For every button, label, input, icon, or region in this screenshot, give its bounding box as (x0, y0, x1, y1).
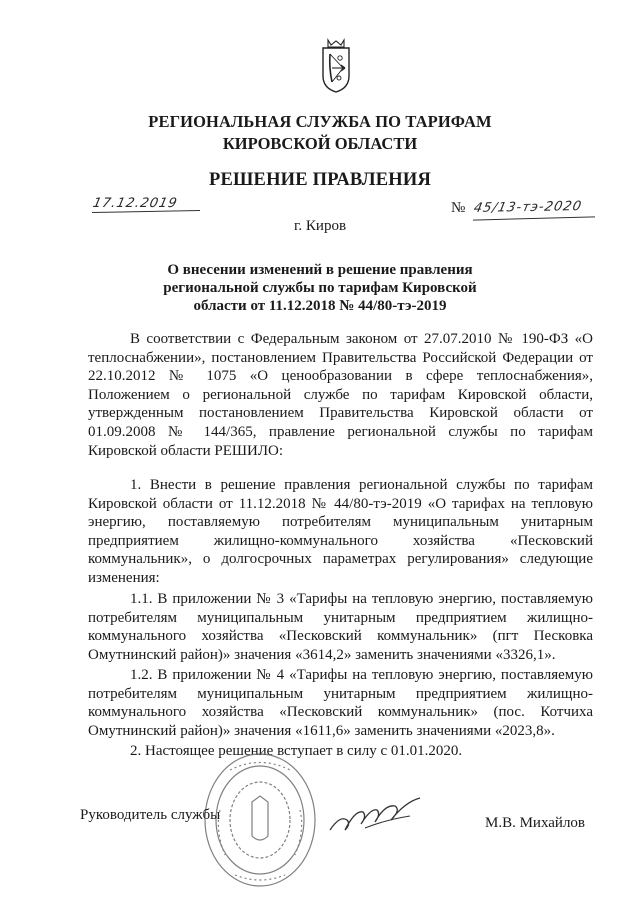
paragraph-item-1-1: 1.1. В приложении № 3 «Тарифы на тепловую энергию, поставляемую потребителям муниципальным унитарным предприятием жилищно-коммунального хозяйства «Песковский коммунальник» (пгт Песковка Омутнинский район)» значения «3614,2» заменить значениями «3326,1». (88, 591, 593, 663)
city: г. Киров (293, 218, 347, 234)
paragraph-intro: В соответствии с Федеральным законом от 27.07.2010 № 190-ФЗ «О теплоснабжении», постановлением Правительства Российской Федерации от 22.10.2012 № 1075 «О ценообразовании в сфере теплоснабжения», Положением о региональной службе по тарифам Кировской области, утвержденным постановлением Правительства Кировской области от 01.09.2008 № 144/365, правление региональной службы по тарифам Кировской области РЕШИЛО: (88, 331, 593, 459)
coat-of-arms-icon (320, 38, 352, 94)
document-number: 45/13-тэ-2020 (472, 199, 584, 216)
signatory-name: М.В. Михайлов (485, 815, 586, 831)
document-type: РЕШЕНИЕ ПРАВЛЕНИЯ (208, 170, 432, 190)
handwritten-signature-icon (325, 790, 425, 840)
number-sign: № (451, 200, 466, 216)
paragraph-item-2: 2. Настоящее решение вступает в силу с 01.01.2020. (130, 743, 463, 759)
org-name-line2: КИРОВСКОЙ ОБЛАСТИ (222, 134, 418, 153)
document-date: 17.12.2019 (91, 196, 180, 211)
signatory-title: Руководитель службы (80, 807, 221, 823)
subject-line3: области от 11.12.2018 № 44/80-тэ-2019 (193, 298, 447, 314)
subject-line2: региональной службы по тарифам Кировской (163, 280, 477, 296)
paragraph-item-1-2: 1.2. В приложении № 4 «Тарифы на тепловую энергию, поставляемую потребителям муниципальным унитарным предприятием жилищно-коммунального хозяйства «Песковский коммунальник» (пос. Котчиха Омутнинский район)» значения «1611,6» заменить значениями «2023,8». (88, 667, 593, 739)
subject-line1: О внесении изменений в решение правления (167, 262, 473, 278)
paragraph-item-1: 1. Внести в решение правления региональной службы по тарифам Кировской области от 11.12.2018 № 44/80-тэ-2019 «О тарифах на тепловую энергию, поставляемую потребителям муниципальным унитарным предприятием жилищно-коммунального хозяйства «Песковский коммунальник», о долгосрочных параметрах регулирования» следующие изменения: (88, 477, 593, 586)
org-name-line1: РЕГИОНАЛЬНАЯ СЛУЖБА ПО ТАРИФАМ (148, 112, 492, 131)
